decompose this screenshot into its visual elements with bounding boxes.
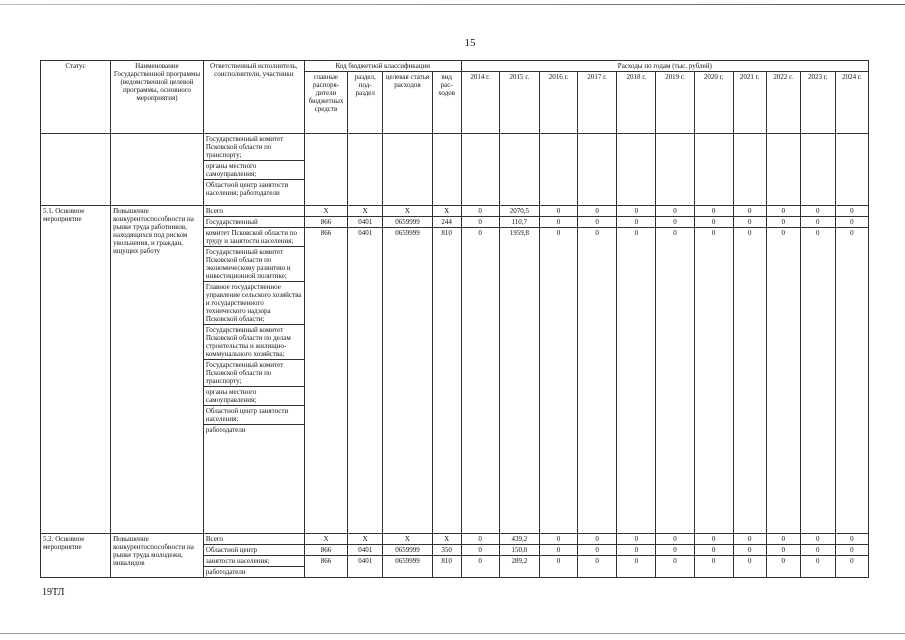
bcc-rz: 0401: [348, 228, 383, 534]
value-cell: 150,0: [499, 545, 539, 556]
value-cell: 0: [578, 534, 617, 545]
value-cell: 0: [617, 206, 656, 217]
value-cell: 0: [766, 217, 800, 228]
bcc-rz: Х: [348, 534, 383, 545]
bcc-gr: Х: [304, 534, 347, 545]
continuation-row: [41, 134, 869, 206]
value-cell: 110,7: [499, 217, 539, 228]
value-cell: 0: [461, 217, 499, 228]
value-cell: 0: [733, 545, 766, 556]
value-cell: 0: [539, 217, 577, 228]
bcc-gr: 866: [304, 556, 347, 578]
value-cell: 0: [766, 206, 800, 217]
header-bcc-vr: вид рас-ходов: [432, 72, 461, 134]
value-cell: 0: [578, 206, 617, 217]
header-year: 2018 г.: [617, 72, 656, 134]
budget-table: [40, 60, 869, 578]
header-bcc-cs: целевая статья расходов: [383, 72, 432, 134]
value-cell: 0: [733, 534, 766, 545]
bcc-vr: 350: [432, 545, 461, 556]
value-cell: 0: [656, 228, 694, 534]
value-cell: 0: [694, 534, 733, 545]
value-cell: 0: [694, 217, 733, 228]
header-year: 2023 г.: [800, 72, 835, 134]
value-cell: 0: [578, 556, 617, 578]
value-cell: 289,2: [499, 556, 539, 578]
participant: Областной центр занятости населения;: [204, 405, 304, 423]
value-cell: 0: [461, 228, 499, 534]
participant: работодатели: [204, 424, 304, 434]
value-cell: 0: [694, 545, 733, 556]
value-cell: 0: [656, 534, 694, 545]
bcc-cs: 0659999: [383, 556, 432, 578]
bcc-cs: 0659999: [383, 228, 432, 534]
header-year: 2015 г.: [499, 72, 539, 134]
value-cell: 0: [539, 206, 577, 217]
value-cell: 0: [617, 545, 656, 556]
participant: Областной центр занятости населения; работодатели: [204, 179, 304, 197]
value-cell: 0: [539, 545, 577, 556]
measure-name: Повышение конкурентоспособности на рынке труда молодежи, инвалидов: [111, 534, 204, 578]
bcc-vr: Х: [432, 534, 461, 545]
measure-row: [41, 534, 869, 545]
bcc-gr: Х: [304, 206, 347, 217]
value-cell: 0: [656, 206, 694, 217]
header-year: 2014 г.: [461, 72, 499, 134]
status-cell: [41, 134, 111, 206]
participant: органы местного самоуправления;: [204, 386, 304, 404]
value-cell: 0: [656, 556, 694, 578]
participant: Государственный комитет Псковской области по транспорту;: [205, 135, 284, 159]
header-year: 2021 г.: [733, 72, 766, 134]
page-number: 15: [464, 37, 476, 49]
value-cell: 0: [539, 556, 577, 578]
footer-code: 19ТЛ: [42, 587, 65, 598]
header-expenses-group: Расходы по годам (тыс. рублей): [461, 61, 868, 72]
value-cell: 0: [800, 228, 835, 534]
participant: работодатели: [204, 566, 304, 576]
value-cell: 0: [800, 534, 835, 545]
value-cell: 0: [835, 556, 868, 578]
value-cell: 0: [461, 556, 499, 578]
value-cell: 0: [578, 217, 617, 228]
header-year: 2024 г.: [835, 72, 868, 134]
participant: комитет Псковской области по труду и занятости населения;: [205, 229, 297, 245]
bcc-vr: 810: [432, 556, 461, 578]
header-executor: Ответственный исполнитель, соисполнители, участники: [203, 61, 304, 134]
value-cell: 0: [766, 534, 800, 545]
header-year: 2017 г.: [578, 72, 617, 134]
bcc-cs: Х: [383, 206, 432, 217]
value-cell: 0: [461, 206, 499, 217]
bcc-rz: 0401: [348, 556, 383, 578]
executor-cell: Государственный: [203, 217, 304, 228]
header-year: 2016 г.: [539, 72, 577, 134]
value-cell: 0: [766, 228, 800, 534]
scan-top-edge: [0, 4, 905, 5]
scan-bottom-edge: [0, 633, 905, 634]
participant: Государственный комитет Псковской области по делам строительства и жилищно-коммунального хозяйства;: [204, 324, 304, 358]
executor-cell: Всего: [203, 206, 304, 217]
value-cell: 0: [578, 545, 617, 556]
header-year: 2022 г.: [766, 72, 800, 134]
value-cell: 0: [539, 534, 577, 545]
participant: Государственный комитет Псковской области по транспорту;: [204, 359, 304, 385]
value-cell: 439,2: [499, 534, 539, 545]
value-cell: 0: [461, 534, 499, 545]
value-cell: 0: [733, 217, 766, 228]
header-bcc-gr: главные распоря-дители бюджетных средств: [304, 72, 347, 134]
bcc-rz: 0401: [348, 545, 383, 556]
value-cell: 0: [766, 545, 800, 556]
value-cell: 0: [617, 534, 656, 545]
value-cell: 0: [800, 217, 835, 228]
header-bcc-group: Код бюджетной классификации: [304, 61, 461, 72]
value-cell: 0: [539, 228, 577, 534]
value-cell: 0: [766, 556, 800, 578]
executor-cell: Областной центр: [203, 545, 304, 556]
executor-cell: Всего: [203, 534, 304, 545]
value-cell: 0: [733, 228, 766, 534]
participant: занятости населения;: [205, 557, 270, 565]
bcc-gr: 866: [304, 545, 347, 556]
bcc-gr: 866: [304, 217, 347, 228]
value-cell: 0: [835, 217, 868, 228]
participant: органы местного самоуправления;: [204, 160, 304, 178]
value-cell: 0: [733, 556, 766, 578]
measure-status: 5.1. Основное мероприятие: [41, 206, 111, 534]
bcc-vr: 244: [432, 217, 461, 228]
value-cell: 0: [835, 228, 868, 534]
bcc-cs: 0659999: [383, 545, 432, 556]
header-status: Статус: [41, 61, 111, 134]
value-cell: 1959,8: [499, 228, 539, 534]
value-cell: 0: [694, 556, 733, 578]
value-cell: 0: [835, 534, 868, 545]
value-cell: 0: [656, 545, 694, 556]
bcc-cs: 0659999: [383, 217, 432, 228]
value-cell: 0: [694, 228, 733, 534]
value-cell: 0: [617, 217, 656, 228]
header-bcc-rz: раздел, под-раздел: [348, 72, 383, 134]
participants-cell: [203, 134, 304, 206]
bcc-rz: Х: [348, 206, 383, 217]
value-cell: 0: [617, 556, 656, 578]
value-cell: 0: [800, 206, 835, 217]
value-cell: 0: [461, 545, 499, 556]
value-cell: 0: [800, 545, 835, 556]
value-cell: 0: [835, 545, 868, 556]
participants-cell: [203, 556, 304, 578]
value-cell: 0: [578, 228, 617, 534]
header-row-1: [41, 61, 869, 72]
bcc-gr: 866: [304, 228, 347, 534]
header-year: 2019 г.: [656, 72, 694, 134]
value-cell: 0: [656, 217, 694, 228]
name-cell: [111, 134, 204, 206]
participant: Государственный комитет Псковской области по экономическому развитию и инвестиционной политике;: [204, 246, 304, 280]
value-cell: 0: [733, 206, 766, 217]
value-cell: 0: [835, 206, 868, 217]
bcc-vr: Х: [432, 206, 461, 217]
value-cell: 0: [617, 228, 656, 534]
bcc-rz: 0401: [348, 217, 383, 228]
measure-status: 5.2. Основное мероприятие: [41, 534, 111, 578]
measure-row: [41, 206, 869, 217]
bcc-vr: 810: [432, 228, 461, 534]
value-cell: 0: [800, 556, 835, 578]
participant: Главное государственное управление сельского хозяйства и государственного технического надзора Псковской области;: [204, 281, 304, 323]
value-cell: 0: [694, 206, 733, 217]
participants-cell: [203, 228, 304, 534]
header-year: 2020 г.: [694, 72, 733, 134]
bcc-cs: Х: [383, 534, 432, 545]
value-cell: 2070,5: [499, 206, 539, 217]
header-name: Наименование Государственной программы (ведомственной целевой программы, основного мероприятия): [111, 61, 204, 134]
measure-name: Повышение конкурентоспособности на рынке труда работников, находящихся под риском увольнения, и граждан, ищущих работу: [111, 206, 204, 534]
